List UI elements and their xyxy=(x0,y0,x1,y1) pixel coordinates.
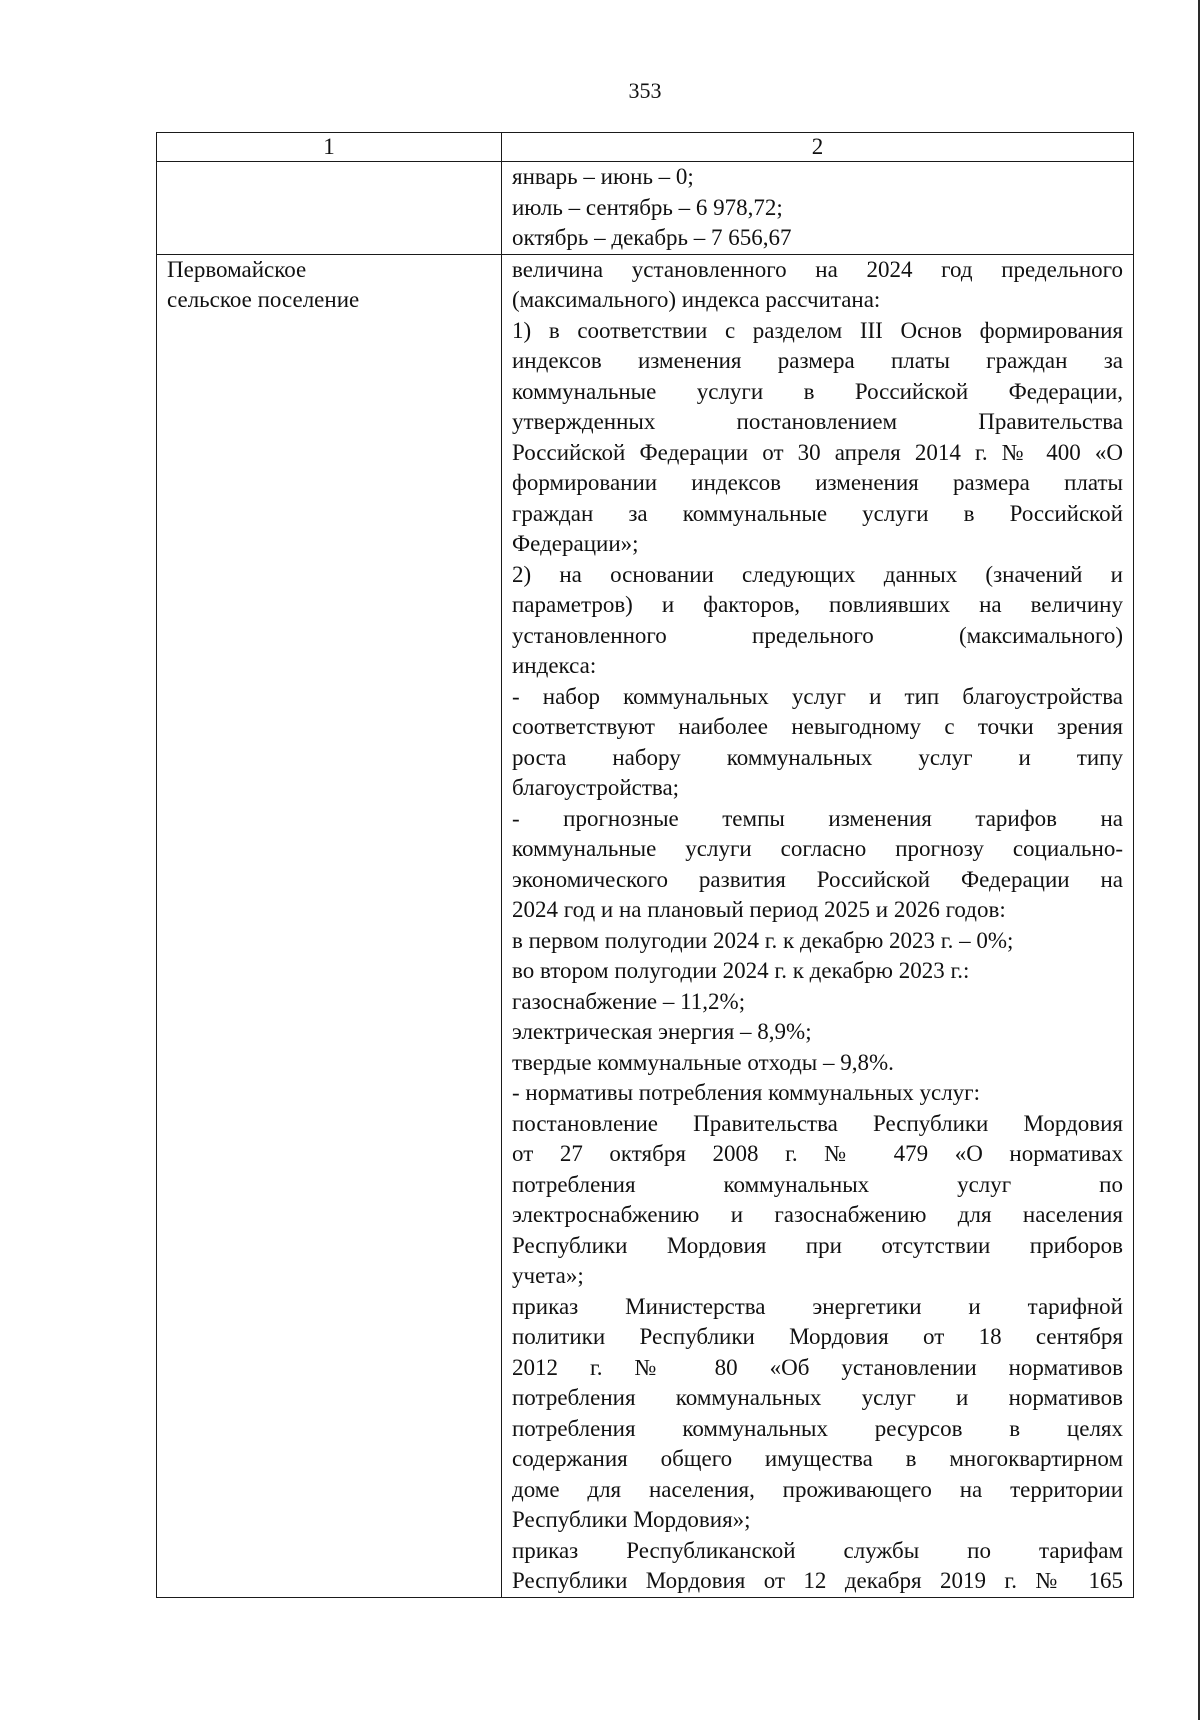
text-line: во втором полугодии 2024 г. к декабрю 2023 г.: xyxy=(512,958,970,983)
text-line: установленного предельного (максимального) xyxy=(512,622,1123,648)
settlement-name-line: Первомайское xyxy=(167,256,307,282)
text-line: - нормативы потребления коммунальных услуг: xyxy=(512,1080,980,1105)
header-cell-2: 2 xyxy=(502,133,1134,162)
text-line: январь – июнь – 0; xyxy=(512,164,694,189)
text-line: благоустройства; xyxy=(512,775,680,800)
text-line: 2024 год и на плановый период 2025 и 2026 годов: xyxy=(512,897,1006,922)
text-line: политики Республики Мордовия от 18 сентября xyxy=(512,1324,1123,1349)
text-line: соответствуют наиболее невыгодному с точки зрения xyxy=(512,714,1123,739)
text-line: коммунальные услуги согласно прогнозу социально- xyxy=(512,836,1123,861)
text-line: экономического развития Российской Федерации на xyxy=(512,866,1123,892)
text-line: - прогнозные темпы изменения тарифов на xyxy=(512,805,1123,831)
text-line: твердые коммунальные отходы – 9,8%. xyxy=(512,1049,894,1075)
text-line: электрическая энергия – 8,9%; xyxy=(512,1019,812,1044)
text-line: содержания общего имущества в многоквартирном xyxy=(512,1446,1123,1471)
table-row-continuation xyxy=(157,162,1134,255)
header-cell-1: 1 xyxy=(157,133,502,162)
text-line: доме для населения, проживающего на территории xyxy=(512,1476,1123,1502)
text-line: постановление Правительства Республики Мордовия xyxy=(512,1110,1123,1136)
text-line: (максимального) индекса рассчитана: xyxy=(512,287,881,312)
text-line: учета»; xyxy=(512,1263,584,1288)
text-line: приказ Министерства энергетики и тарифной xyxy=(512,1293,1123,1319)
document-table xyxy=(156,132,1134,1598)
text-line: индексов изменения размера платы граждан за xyxy=(512,348,1123,373)
table-row-pervomayskoe xyxy=(157,254,1134,1597)
text-line: от 27 октября 2008 г. № 479 «О нормативах xyxy=(512,1141,1123,1166)
row2-col1-cell xyxy=(157,254,502,1597)
text-line: 1) в соответствии с разделом III Основ формирования xyxy=(512,317,1123,343)
row2-col2-cell xyxy=(502,254,1134,1597)
text-line: Федерации»; xyxy=(512,531,639,556)
text-line: Республики Мордовия»; xyxy=(512,1507,751,1532)
text-line: Республики Мордовия от 12 декабря 2019 г. № 165 xyxy=(512,1568,1123,1593)
text-line: июль – сентябрь – 6 978,72; xyxy=(512,194,783,220)
text-line: потребления коммунальных услуг по xyxy=(512,1171,1123,1197)
settlement-name-line: сельское поселение xyxy=(167,287,360,312)
text-line: в первом полугодии 2024 г. к декабрю 2023 г. – 0%; xyxy=(512,927,1014,953)
text-line: потребления коммунальных услуг и нормативов xyxy=(512,1385,1123,1410)
row1-col1-cell xyxy=(157,162,502,255)
text-line: величина установленного на 2024 год предельного xyxy=(512,256,1123,282)
page-number: 353 xyxy=(628,78,662,103)
text-line: индекса: xyxy=(512,653,597,678)
text-line: 2012 г. № 80 «Об установлении нормативов xyxy=(512,1354,1123,1380)
text-line: Республики Мордовия при отсутствии приборов xyxy=(512,1232,1123,1258)
text-line: Российской Федерации от 30 апреля 2014 г. № 400 «О xyxy=(512,439,1123,465)
text-line: электроснабжению и газоснабжению для населения xyxy=(512,1202,1123,1227)
text-line: утвержденных постановлением Правительства xyxy=(512,409,1123,434)
table-header-row xyxy=(157,133,1134,162)
row1-col2-cell xyxy=(502,162,1134,255)
text-line: формировании индексов изменения размера платы xyxy=(512,470,1123,495)
text-line: газоснабжение – 11,2%; xyxy=(512,988,746,1014)
text-line: 2) на основании следующих данных (значений и xyxy=(512,561,1123,587)
text-line: роста набору коммунальных услуг и типу xyxy=(512,744,1123,770)
text-line: коммунальные услуги в Российской Федерации, xyxy=(512,378,1123,404)
text-line: параметров) и факторов, повлиявших на величину xyxy=(512,592,1123,617)
text-line: приказ Республиканской службы по тарифам xyxy=(512,1537,1123,1563)
text-line: - набор коммунальных услуг и тип благоустройства xyxy=(512,683,1123,709)
text-line: октябрь – декабрь – 7 656,67 xyxy=(512,225,792,250)
text-line: потребления коммунальных ресурсов в целях xyxy=(512,1415,1123,1441)
text-line: граждан за коммунальные услуги в Российской xyxy=(512,500,1123,526)
